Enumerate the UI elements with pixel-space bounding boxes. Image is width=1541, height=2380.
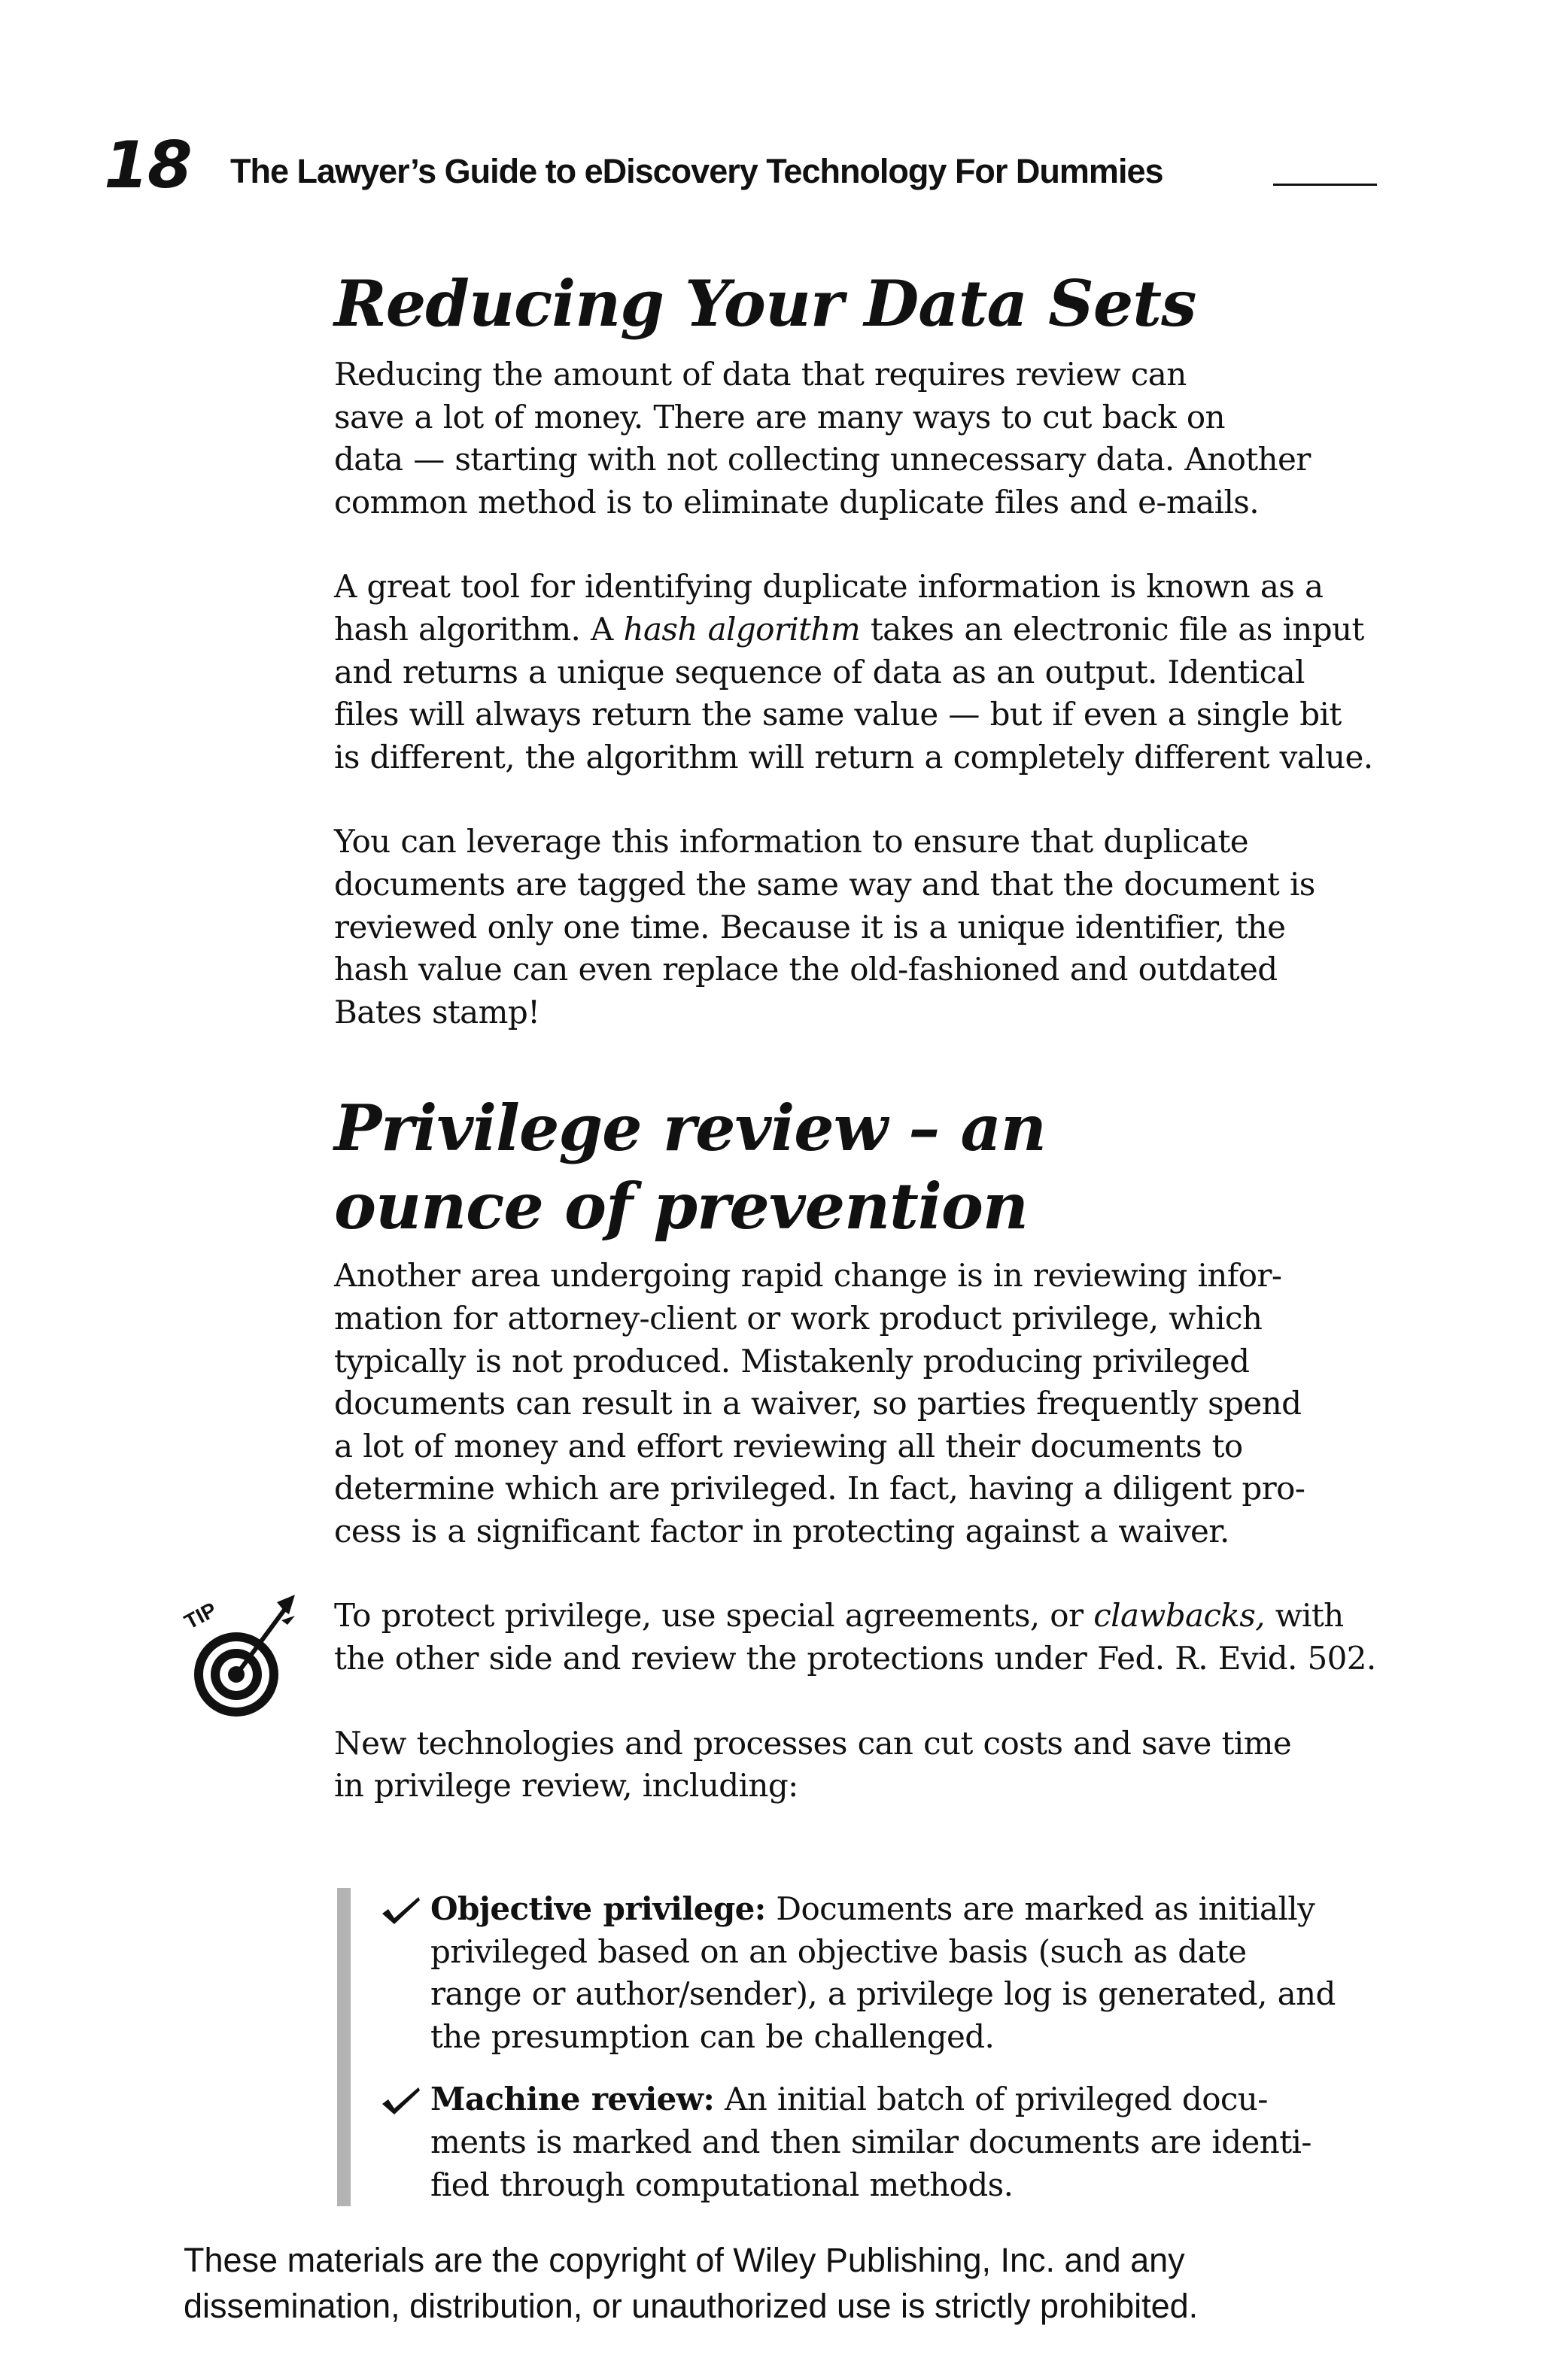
page-content [334, 265, 1395, 1808]
page-number: 18 [104, 128, 191, 203]
running-title: The Lawyer’s Guide to eDiscovery Technology For Dummies [230, 152, 1163, 190]
tip-label: TIP [180, 1598, 220, 1634]
paragraph-privilege-intro: Another area undergoing rapid change is in reviewing infor- mation for attorney-client or work product privilege, which typically is not produced. Mistakenly producing privileged documents can result in a waiver, so parties frequently spend a lot of money and effort reviewing all their documents to determine which are privileged. In fact, having a diligent pro- cess is a significant factor in protecting against a waiver. [334, 1257, 1305, 1550]
copyright-footer [184, 2237, 1523, 2329]
bullet-term: Objective privilege: [430, 1890, 766, 1927]
footer-line: These materials are the copyright of Wiley Publishing, Inc. and any [184, 2241, 1185, 2279]
list-item: Objective privilege: Documents are marked as initially privileged based on an objective basis (such as date range or author/sender), a privilege log is generated, and the presumption can be challenged. [381, 1888, 1395, 2058]
checkmark-icon [381, 2086, 421, 2116]
paragraph-new-technologies: New technologies and processes can cut costs and save time in privilege review, including: [334, 1724, 1292, 1805]
paragraph-tip-clawbacks: To protect privilege, use special agreements, or clawbacks, with the other side and review the protections under Fed. R. Evid. 502. [334, 1597, 1376, 1677]
paragraph-hash-algorithm: A great tool for identifying duplicate information is known as a hash algorithm. A hash algorithm takes an electronic file as input and returns a unique sequence of data as an output. Identical files will always return the same value — but if even a single bit is different, the algorithm will return a completely different value. [334, 568, 1373, 776]
footer-line: dissemination, distribution, or unauthorized use is strictly prohibited. [184, 2287, 1199, 2325]
bullet-list [337, 1888, 1395, 2206]
term-hash-algorithm: hash algorithm [623, 610, 861, 648]
term-clawbacks: clawbacks, [1093, 1597, 1265, 1635]
header-rule [1273, 184, 1377, 186]
paragraph-leverage-hash: You can leverage this information to ensure that duplicate documents are tagged the same way and that the document is reviewed only one time. Because it is a unique identifier, the hash value can even replace the old-fashioned and outdated Bates stamp! [334, 823, 1315, 1031]
section-heading-privilege-review: Privilege review – an ounce of prevention [334, 1091, 1046, 1244]
section-heading-reducing-data: Reducing Your Data Sets [334, 266, 1196, 341]
list-item: Machine review: An initial batch of privileged docu- ments is marked and then similar documents are identi- fied through computational methods. [381, 2078, 1395, 2206]
paragraph-reducing-intro: Reducing the amount of data that requires review can save a lot of money. There are many ways to cut back on data — starting with not collecting unnecessary data. Another common method is to eliminate duplicate files and e-mails. [334, 356, 1311, 521]
checkmark-icon [381, 1896, 421, 1926]
bullet-term: Machine review: [430, 2081, 715, 2118]
page-header [96, 128, 1378, 203]
tip-target-icon [175, 1586, 298, 1718]
